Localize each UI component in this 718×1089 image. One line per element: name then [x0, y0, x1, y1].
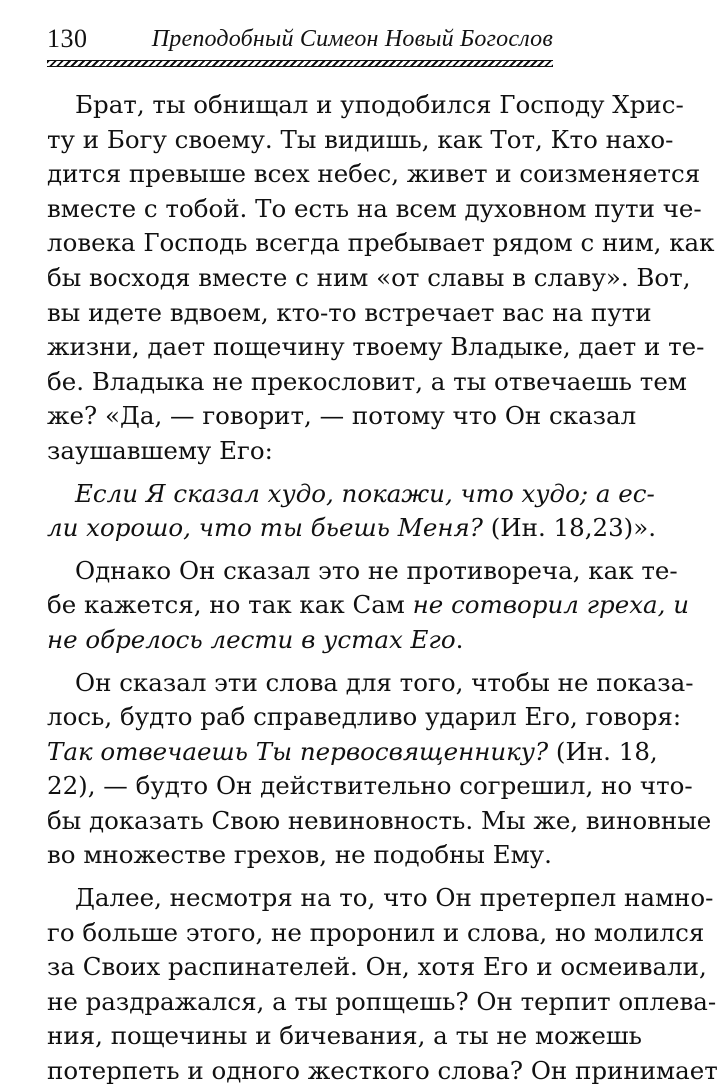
text-line — [47, 804, 712, 839]
text-line — [47, 365, 687, 400]
text-span: потерпеть и одного жесткого слова? Он принимает — [47, 1056, 718, 1086]
text-span: . — [455, 624, 464, 654]
text-span: дится превыше всех небес, живет и соизменяется — [47, 159, 701, 189]
text-span: Однако Он сказал это не противореча, как те- — [75, 555, 678, 585]
paragraph — [47, 881, 718, 1089]
paragraph-gap — [47, 469, 557, 477]
text-line — [47, 261, 691, 296]
text-line — [47, 511, 656, 546]
italic-quote-span: не обрелось лести в устах Его — [47, 624, 456, 654]
text-line — [47, 950, 707, 985]
italic-quote-span: ли хорошо, что ты бьешь Меня? — [47, 513, 483, 543]
text-span: заушавшему Его: — [47, 435, 273, 465]
text-line — [47, 554, 678, 589]
paragraph-gap — [47, 658, 557, 666]
text-span: 22), — будто Он действительно согрешил, но что- — [47, 771, 693, 801]
paragraph — [47, 477, 656, 546]
text-span: за Своих распинателей. Он, хотя Его и осмеивали, — [47, 952, 707, 982]
paragraph-gap — [47, 873, 557, 881]
text-line — [47, 157, 701, 192]
text-span: Брат, ты обнищал и уподобился Господу Хрис- — [75, 90, 684, 119]
text-span: Далее, несмотря на то, что Он претерпел намно- — [75, 883, 714, 913]
text-line — [47, 477, 655, 512]
page-number: 130 — [47, 24, 88, 53]
text-span: же? «Да, — говорит, — потому что Он сказал — [47, 401, 637, 431]
paragraph-gap — [47, 546, 557, 554]
text-span: бе кажется, но так как Сам — [47, 590, 413, 620]
text-line — [47, 666, 694, 701]
text-line — [47, 735, 658, 770]
text-span: Он сказал эти слова для того, чтобы не показа- — [75, 667, 694, 697]
text-line — [47, 881, 714, 916]
text-span: ловека Господь всегда пребывает рядом с ним, как — [47, 228, 715, 258]
text-line — [47, 399, 637, 434]
text-line — [47, 1019, 642, 1054]
text-line — [47, 434, 557, 469]
text-line — [47, 296, 652, 331]
text-line — [47, 623, 557, 658]
text-line — [47, 700, 682, 735]
text-span: не раздражался, а ты ропщешь? Он терпит оплева- — [47, 986, 717, 1016]
text-line — [47, 588, 689, 623]
text-line — [47, 88, 684, 123]
italic-quote-span: Так отвечаешь Ты первосвященнику? — [47, 736, 549, 766]
italic-quote-span: Если Я сказал худо, покажи, что худо; а ес- — [75, 478, 655, 508]
running-title: Преподобный Симеон Новый Богослов — [151, 26, 553, 52]
italic-quote-span: не сотворил греха, и — [412, 590, 689, 620]
header-ornamental-rule — [47, 60, 553, 67]
text-span: жизни, дает пощечину твоему Владыке, дает и те- — [47, 332, 705, 362]
text-line — [47, 838, 557, 873]
text-span: го больше этого, не проронил и слова, но молился — [47, 917, 705, 947]
text-line — [47, 1054, 718, 1089]
text-line — [47, 192, 702, 227]
text-line — [47, 769, 693, 804]
body-text — [47, 88, 718, 1089]
text-span: вместе с тобой. То есть на всем духовном пути че- — [47, 193, 702, 223]
text-span: ту и Богу своему. Ты видишь, как Тот, Кто нахо- — [47, 124, 674, 154]
page-header — [47, 18, 553, 54]
text-line — [47, 330, 705, 365]
text-span: бы доказать Свою невиновность. Мы же, виновные — [47, 805, 712, 835]
text-span: бы восходя вместе с ним «от славы в славу». Вот, — [47, 262, 691, 292]
text-line — [47, 226, 715, 261]
text-span: (Ин. 18,23)». — [482, 513, 656, 543]
text-span: вы идете вдвоем, кто-то встречает вас на пути — [47, 297, 652, 327]
text-line — [47, 123, 674, 158]
text-line — [47, 985, 717, 1020]
text-span: ния, пощечины и бичевания, а ты не можешь — [47, 1021, 642, 1051]
paragraph — [47, 88, 715, 469]
paragraph — [47, 554, 689, 658]
text-span: бе. Владыка не прекословит, а ты отвечаешь тем — [47, 366, 687, 396]
text-span: лось, будто раб справедливо ударил Его, говоря: — [47, 702, 682, 732]
paragraph — [47, 666, 712, 874]
text-span: (Ин. 18, — [548, 736, 658, 766]
text-line — [47, 916, 705, 951]
text-span: во множестве грехов, не подобны Ему. — [47, 840, 552, 870]
